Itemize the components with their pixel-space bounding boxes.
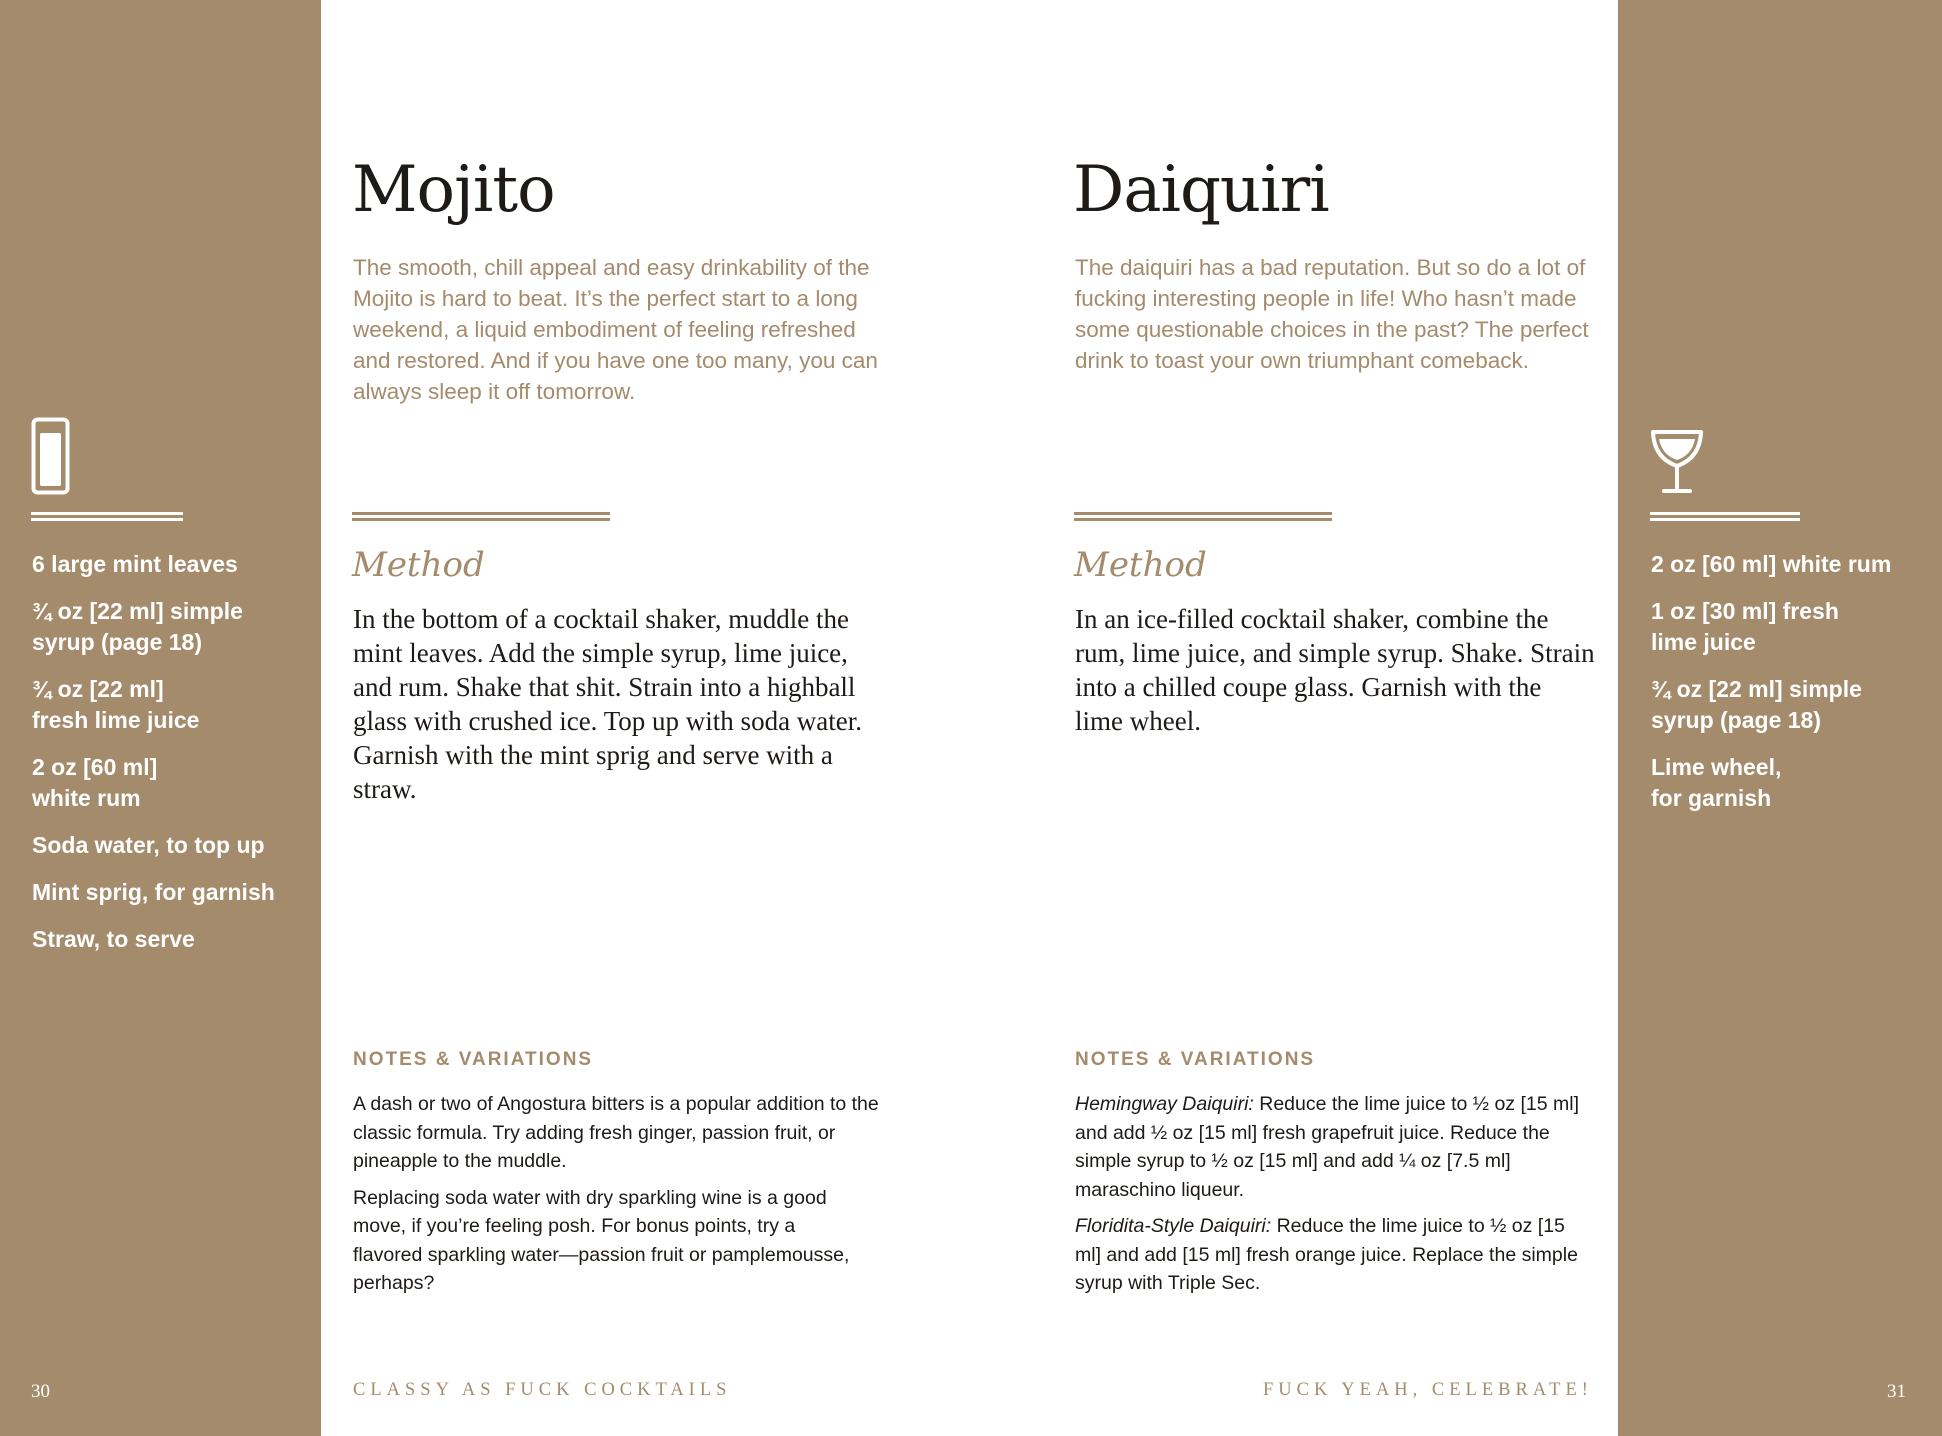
ingredient-item: ¾ oz [22 ml] simple syrup (page 18) [1651, 676, 1862, 733]
method-text: In the bottom of a cocktail shaker, muddle the mint leaves. Add the simple syrup, lime juice, and rum. Shake that shit. Strain into a highball glass with crushed ice. Top up with soda water. Garnish with the mint sprig and serve with a straw. [353, 604, 863, 804]
recipe-intro: The daiquiri has a bad reputation. But so do a lot of fucking interesting people in life! Who hasn’t made some questionable choices in the past? The perfect drink to toast your own triumphant comeback. [1075, 255, 1589, 373]
page-number: 31 [1887, 1381, 1906, 1402]
variation-text: Reduce the lime juice to ½ oz [15 ml] and add ½ oz [15 ml] fresh grapefruit juice. Reduce the simple syrup to ½ oz [15 ml] and add ¼ oz [7.5 ml] maraschino liqueur. [1075, 1093, 1579, 1201]
ingredient-item: 6 large mint leaves [32, 551, 238, 577]
running-head: CLASSY AS FUCK COCKTAILS [353, 1380, 732, 1400]
highball-glass-icon [31, 417, 71, 495]
recipe-title-mojito: Mojito [352, 153, 555, 227]
variation-name: Floridita-Style Daiquiri: [1075, 1215, 1272, 1237]
method-text: In an ice-filled cocktail shaker, combine the rum, lime juice, and simple syrup. Shake. Strain into a chilled coupe glass. Garnish with the lime wheel. [1075, 604, 1595, 736]
ingredient-divider [1650, 512, 1800, 521]
right-sidebar [1618, 0, 1942, 1436]
notes-section [353, 1090, 883, 1306]
ingredient-item: Mint sprig, for garnish [32, 879, 275, 905]
left-sidebar [0, 0, 321, 1436]
ingredient-item: Straw, to serve [32, 926, 195, 952]
note-paragraph: A dash or two of Angostura bitters is a popular addition to the classic formula. Try adding fresh ginger, passion fruit, or pineapple to the muddle. [353, 1093, 879, 1172]
method-heading: Method [1074, 545, 1207, 585]
ingredient-item: ¾ oz [22 ml] simple syrup (page 18) [32, 598, 243, 655]
coupe-glass-icon [1650, 428, 1704, 496]
notes-section [1075, 1090, 1595, 1306]
recipe-title-daiquiri: Daiquiri [1073, 153, 1329, 227]
page-number: 30 [31, 1381, 50, 1402]
ingredient-list [32, 549, 322, 971]
note-paragraph: Replacing soda water with dry sparkling wine is a good move, if you’re feeling posh. For bonus points, try a flavored sparkling water—passion fruit or pamplemousse, perhaps? [353, 1186, 850, 1294]
notes-heading: NOTES & VARIATIONS [353, 1049, 594, 1070]
ingredient-list [1651, 549, 1941, 830]
ingredient-item: Soda water, to top up [32, 832, 265, 858]
ingredient-item: ¾ oz [22 ml] fresh lime juice [32, 676, 200, 733]
ingredient-item: 2 oz [60 ml] white rum [32, 754, 158, 811]
notes-heading: NOTES & VARIATIONS [1075, 1049, 1316, 1070]
ingredient-item: 2 oz [60 ml] white rum [1651, 551, 1892, 577]
method-divider [352, 512, 610, 521]
method-divider [1074, 512, 1332, 521]
note-paragraph [1075, 1090, 1595, 1204]
ingredient-divider [31, 512, 183, 521]
variation-text: Reduce the lime juice to ½ oz [15 ml] and add [15 ml] fresh orange juice. Replace the simple syrup with Triple Sec. [1075, 1215, 1578, 1294]
note-paragraph [1075, 1212, 1595, 1298]
ingredient-item: Lime wheel, for garnish [1651, 754, 1782, 811]
running-head: FUCK YEAH, CELEBRATE! [1263, 1380, 1593, 1400]
recipe-intro: The smooth, chill appeal and easy drinkability of the Mojito is hard to beat. It’s the perfect start to a long weekend, a liquid embodiment of feeling refreshed and restored. And if you have one too many, you can always sleep it off tomorrow. [353, 255, 878, 404]
variation-name: Hemingway Daiquiri: [1075, 1093, 1254, 1115]
method-heading: Method [352, 545, 485, 585]
ingredient-item: 1 oz [30 ml] fresh lime juice [1651, 598, 1839, 655]
